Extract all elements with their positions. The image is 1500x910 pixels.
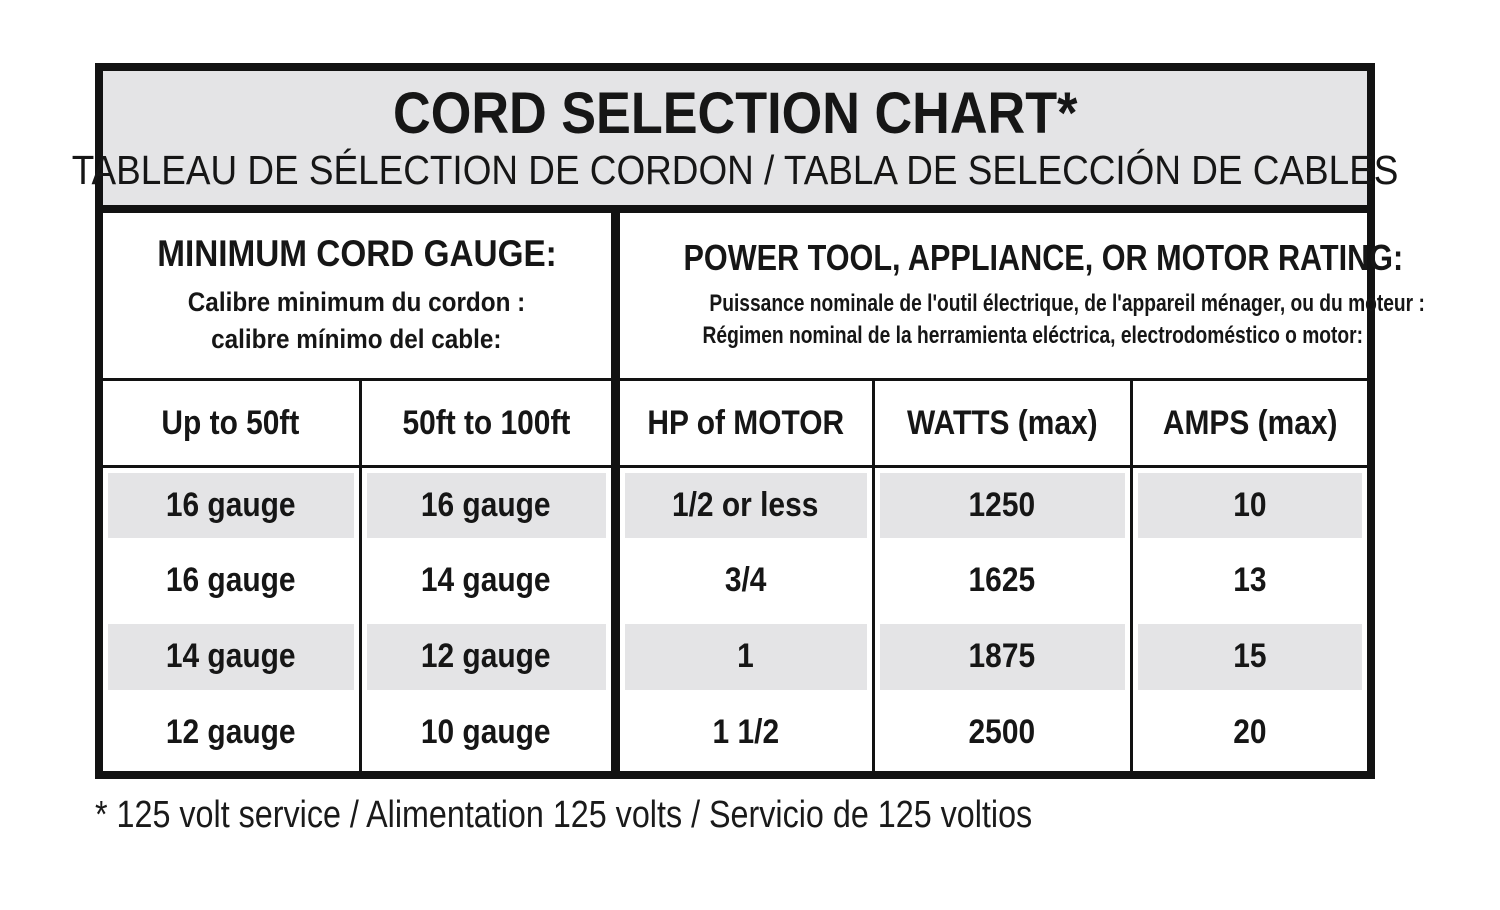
motor-rating-header — [615, 213, 1425, 380]
column-header-row — [103, 380, 1367, 467]
chart-subtitle-text: TABLEAU DE SÉLECTION DE CORDON / TABLA DE SELECCIÓN DE CABLES — [71, 146, 1399, 193]
table-cell: 12 gauge — [103, 695, 360, 771]
section-subline-left-fr: Calibre minimum du cordon : — [187, 287, 526, 318]
table-cell: 16 gauge — [360, 467, 615, 543]
table-cell: 2500 — [873, 695, 1131, 771]
table-cell: 1 1/2 — [615, 695, 873, 771]
table-cell: 1875 — [873, 619, 1131, 695]
table-cell: 1 — [615, 619, 873, 695]
col-header-up-to-50ft: Up to 50ft — [103, 380, 360, 467]
table-cell: 1625 — [873, 543, 1131, 619]
cord-selection-table — [103, 213, 1425, 771]
table-cell: 15 — [1131, 619, 1367, 695]
table-row — [103, 695, 1367, 771]
section-subline-left-es: calibre mínimo del cable: — [211, 323, 502, 354]
highlighted-cell: 14 gauge — [360, 543, 615, 619]
table-cell: 16 gauge — [103, 467, 360, 543]
col-header-watts-max: WATTS (max) — [873, 380, 1131, 467]
col-header-hp-of-motor: HP of MOTOR — [615, 380, 873, 467]
section-subline-right-es: Régimen nominal de la herramienta eléctrica, electrodoméstico o motor: — [702, 322, 1363, 350]
table-cell: 1250 — [873, 467, 1131, 543]
footnote — [95, 791, 1198, 840]
section-subline-right-fr: Puissance nominale de l'outil électrique, de l'appareil ménager, ou du moteur : — [708, 289, 1425, 317]
section-heading-left: MINIMUM CORD GAUGE: — [156, 232, 557, 274]
col-header-amps-max: AMPS (max) — [1131, 380, 1367, 467]
minimum-cord-gauge-header — [103, 213, 615, 380]
chart-title-panel — [71, 71, 1399, 213]
table-cell: 1/2 or less — [615, 467, 873, 543]
table-cell: 10 gauge — [360, 695, 615, 771]
chart-subtitle — [0, 146, 1472, 193]
section-header-row — [103, 213, 1367, 380]
section-heading-right: POWER TOOL, APPLIANCE, OR MOTOR RATING: — [683, 237, 1403, 279]
footnote-text: * 125 volt service / Alimentation 125 volts / Servicio de 125 voltios — [95, 794, 1033, 836]
chart-title — [355, 81, 1115, 147]
table-cell: 13 — [1131, 543, 1367, 619]
col-header-50ft-to-100ft: 50ft to 100ft — [360, 380, 615, 467]
chart-title-text: CORD SELECTION CHART* — [392, 81, 1078, 147]
table-cell: 20 — [1131, 695, 1367, 771]
table-row — [103, 543, 1367, 619]
table-cell: 10 — [1131, 467, 1367, 543]
cord-selection-chart — [71, 63, 1425, 779]
table-row — [103, 467, 1367, 543]
table-cell: 14 gauge — [103, 619, 360, 695]
table-row — [103, 619, 1367, 695]
table-cell: 12 gauge — [360, 619, 615, 695]
table-cell: 3/4 — [615, 543, 873, 619]
table-cell: 16 gauge — [103, 543, 360, 619]
